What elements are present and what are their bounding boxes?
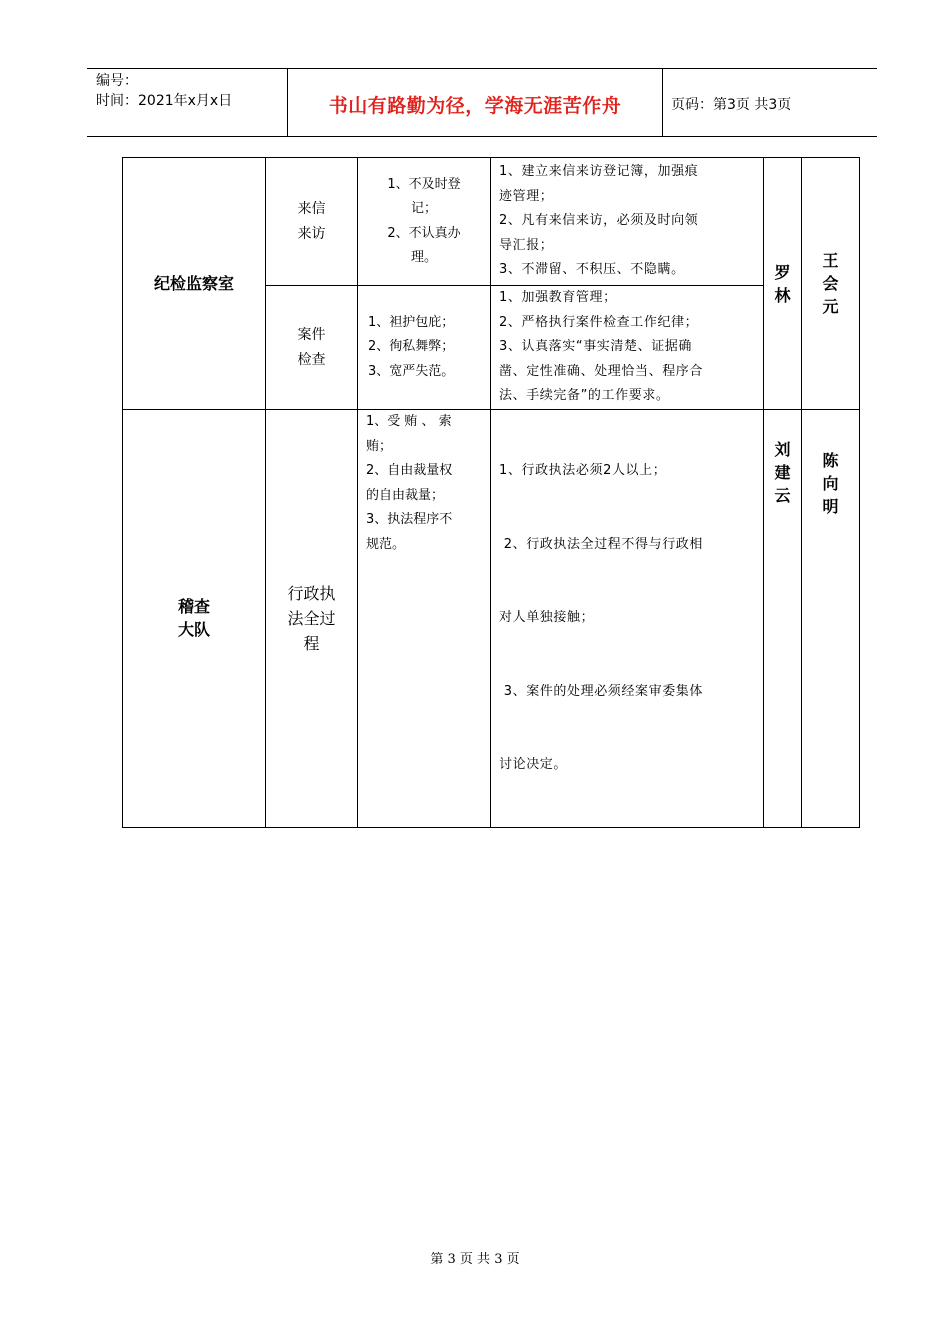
control-measure-cell xyxy=(491,286,764,410)
risk-point-line: 2、自由裁量权 xyxy=(366,463,453,478)
responsible-person-cell xyxy=(764,158,802,410)
header-motto-box xyxy=(287,69,663,136)
control-measure-cell xyxy=(491,410,764,828)
control-measure-line: 2、凡有来信来访，必须及时向领 xyxy=(499,213,699,229)
risk-link-line: 行政执 xyxy=(287,583,336,603)
responsible-person-name: 刘 建 云 xyxy=(774,440,791,505)
document-time-label: 时间：2021年x月x日 xyxy=(96,93,233,109)
risk-point-line: 2、徇私舞弊； xyxy=(368,339,455,355)
risk-point-line: 2、不认真办 xyxy=(387,225,461,241)
control-measure-line: 3、认真落实“事实清楚、证据确 xyxy=(499,339,693,355)
department-name: 纪检监察室 xyxy=(153,274,234,293)
control-measure-line: 2、行政执法全过程不得与行政相 xyxy=(499,536,704,552)
risk-link-line: 来访 xyxy=(297,225,326,242)
department-name: 稽查 大队 xyxy=(177,597,210,640)
responsible-person-cell xyxy=(764,410,802,828)
department-cell xyxy=(123,410,266,828)
control-measure-line: 对人单独接触； xyxy=(499,610,595,625)
risk-point-cell xyxy=(358,410,491,828)
control-measure-cell xyxy=(491,158,764,286)
responsible-person-name: 罗 林 xyxy=(774,262,791,305)
header-motto: 书山有路勤为径，学海无涯苦作舟 xyxy=(328,95,622,117)
risk-link-line: 程 xyxy=(303,633,320,653)
risk-control-table xyxy=(122,157,860,828)
risk-link-line: 法全过 xyxy=(287,608,336,628)
leader-cell xyxy=(802,158,860,410)
control-measure-line: 1、建立来信来访登记簿，加强痕 xyxy=(499,164,699,180)
risk-point-line: 理。 xyxy=(410,250,437,265)
risk-point-line: 的自由裁量； xyxy=(366,487,445,503)
risk-link-line: 来信 xyxy=(297,200,326,217)
document-number-label: 编号： xyxy=(96,73,138,89)
risk-point-line: 记； xyxy=(410,201,437,216)
leader-name: 陈 向 明 xyxy=(822,451,839,516)
control-measure-line: 凿、定性准确、处理恰当、程序合 xyxy=(499,363,704,379)
risk-link-line: 案件 xyxy=(297,326,326,343)
control-measure-line: 3、案件的处理必须经案审委集体 xyxy=(499,683,704,699)
control-measure-line: 2、严格执行案件检查工作纪律； xyxy=(499,314,699,330)
risk-link-cell xyxy=(266,286,358,410)
header-meta xyxy=(87,69,287,136)
risk-point-line: 规范。 xyxy=(366,536,406,552)
control-measure-line: 3、不滞留、不积压、不隐瞒。 xyxy=(499,262,685,278)
risk-point-cell xyxy=(358,286,491,410)
control-measure-line: 迹管理； xyxy=(499,188,554,204)
page-footer: 第 3 页 共 3 页 xyxy=(430,1252,520,1267)
control-measure-line: 导汇报； xyxy=(499,237,554,253)
table-row xyxy=(123,158,860,286)
page-header xyxy=(87,68,877,137)
header-page-box xyxy=(662,69,877,136)
risk-link-cell xyxy=(266,158,358,286)
control-measure-line: 法、手续完备”的工作要求。 xyxy=(499,388,670,404)
table-row xyxy=(123,410,860,828)
header-page-info: 页码：第3页 共3页 xyxy=(671,97,792,113)
risk-point-line: 贿； xyxy=(366,438,393,454)
control-measure-line: 1、行政执法必须2人以上； xyxy=(499,463,667,478)
risk-point-line: 3、宽严失范。 xyxy=(368,363,455,379)
leader-name: 王 会 元 xyxy=(822,251,839,316)
risk-point-cell xyxy=(358,158,491,286)
risk-point-line: 1、袒护包庇； xyxy=(368,314,455,330)
risk-point-line: 1、受 贿 、 索 xyxy=(366,414,452,429)
leader-cell xyxy=(802,410,860,828)
control-measure-line: 1、加强教育管理； xyxy=(499,290,617,306)
control-measure-line: 讨论决定。 xyxy=(499,757,568,772)
risk-point-line: 1、不及时登 xyxy=(387,176,461,192)
risk-link-cell xyxy=(266,410,358,828)
risk-link-line: 检查 xyxy=(297,351,326,368)
department-cell xyxy=(123,158,266,410)
risk-point-line: 3、执法程序不 xyxy=(366,512,453,527)
